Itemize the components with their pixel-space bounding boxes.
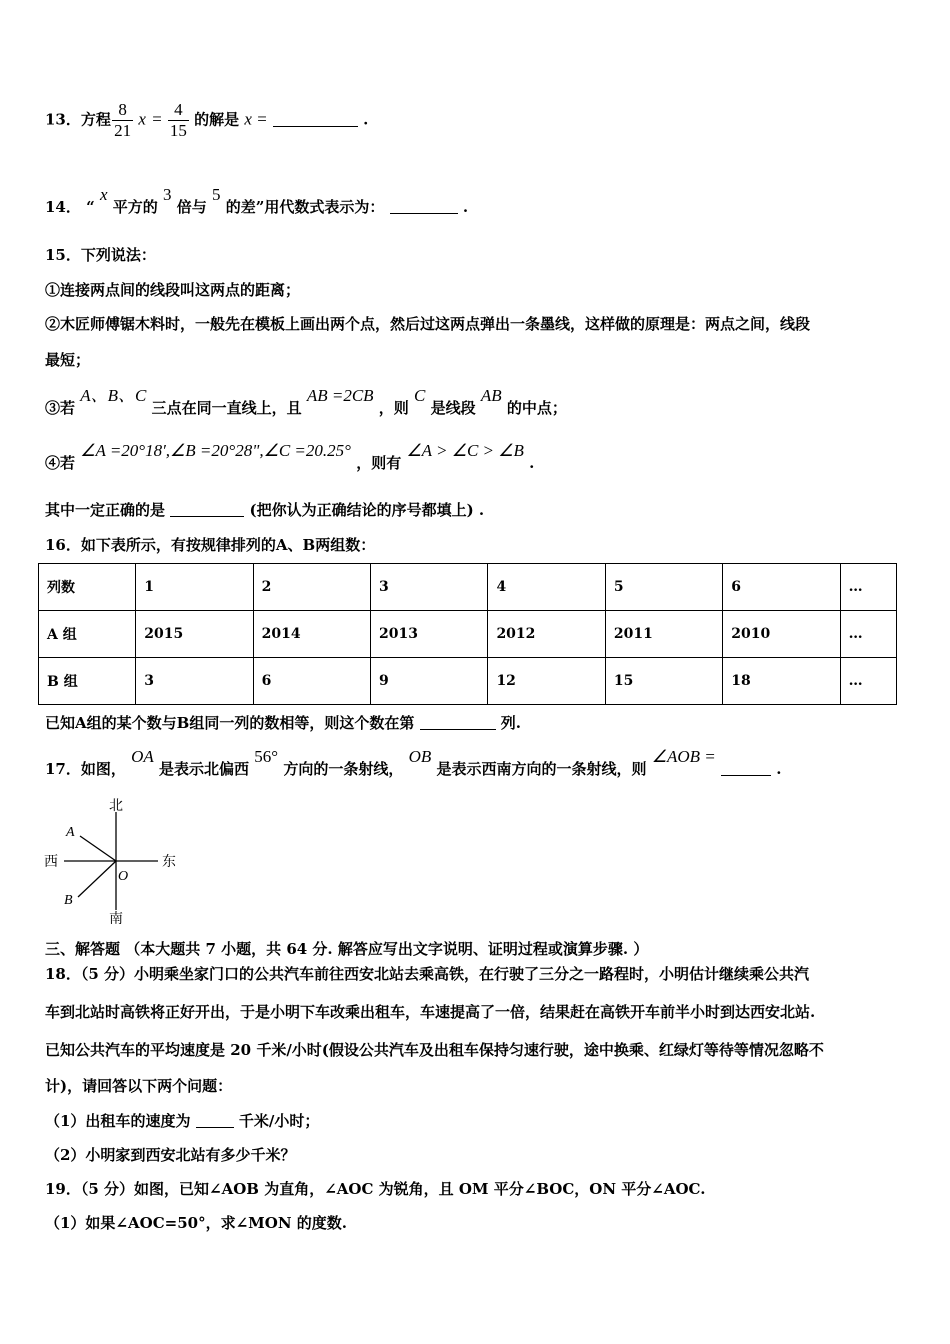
q15-item-4 xyxy=(45,441,535,473)
question-14 xyxy=(45,185,469,217)
q15-item-2b: 最短； xyxy=(45,351,91,369)
table-cell: … xyxy=(840,658,896,705)
table-cell: 9 xyxy=(371,658,488,705)
table-cell: 2011 xyxy=(605,611,722,658)
q15-item3-c: C xyxy=(414,386,426,405)
q15-item4-angles: ∠A =20°18′,∠B =20°28",∠C =20.25° xyxy=(80,441,351,460)
q17-t2: 方向的一条射线， xyxy=(283,760,404,778)
q16-answer-blank[interactable] xyxy=(420,715,496,730)
q18-sub-1 xyxy=(45,1110,319,1131)
q16-question-prefix: 已知A组的某个数与B组同一列的数相等，则这个数在第 xyxy=(45,714,415,732)
sequence-table xyxy=(38,563,897,705)
q13-answer-blank[interactable] xyxy=(273,112,358,127)
table-cell: … xyxy=(840,611,896,658)
q18-sub1-suffix: 千米/小时； xyxy=(238,1112,320,1130)
q15-item4-ineq: ∠A > ∠C > ∠B xyxy=(406,441,524,460)
table-cell: 3 xyxy=(136,658,253,705)
label-west: 西 xyxy=(44,854,58,870)
question-13 xyxy=(45,100,368,141)
q14-n3: 3 xyxy=(163,185,172,204)
q13-frac2-den: 15 xyxy=(169,121,187,140)
q17-ob: OB xyxy=(408,747,432,766)
section-3-heading: 三、解答题 （本大题共 7 小题，共 64 分. 解答应写出文字说明、证明过程或演算步骤. ） xyxy=(45,940,649,958)
table-cell: 3 xyxy=(371,564,488,611)
q13-equals: = xyxy=(151,109,163,129)
label-east: 东 xyxy=(162,854,176,870)
table-row xyxy=(39,658,897,705)
q13-frac1-num: 8 xyxy=(112,100,133,121)
q15-conclusion-suffix: (把你认为正确结论的序号都填上) . xyxy=(249,501,485,519)
q13-prefix: 13．方程 xyxy=(45,110,111,129)
q14-answer-blank[interactable] xyxy=(390,199,458,214)
table-cell: 2010 xyxy=(723,611,840,658)
q15-conclusion-prefix: 其中一定正确的是 xyxy=(45,501,166,519)
q15-item-3 xyxy=(45,386,567,418)
q13-fraction-1 xyxy=(112,100,133,141)
q18-line-2: 车到北站时高铁将正好开出，于是小明下车改乘出租车，车速提高了一倍，结果赶在高铁开车前半小时到达西安北站. xyxy=(45,1003,816,1021)
q15-item3-prefix: ③若 xyxy=(45,399,76,417)
q16-question xyxy=(45,712,521,733)
q15-item3-points: A、B、C xyxy=(80,386,147,405)
q13-frac2-num: 4 xyxy=(168,100,189,121)
q13-solution-var: x = xyxy=(244,109,268,129)
q17-t3: 是表示西南方向的一条射线，则 xyxy=(436,760,647,778)
q18-line-3: 已知公共汽车的平均速度是 20 千米/小时(假设公共汽车及出租车保持匀速行驶，途中换乘、红绿灯等待等情况忽略不 xyxy=(45,1041,824,1059)
q17-answer-blank[interactable] xyxy=(721,761,771,776)
q13-var-x: x xyxy=(138,109,146,129)
q14-t1: 平方的 xyxy=(112,198,158,216)
q15-item3-t4: 的中点； xyxy=(506,399,567,417)
q15-item3-t2: ，则 xyxy=(378,399,409,417)
table-cell: 12 xyxy=(488,658,605,705)
table-cell: 4 xyxy=(488,564,605,611)
table-cell: 15 xyxy=(605,658,722,705)
q15-item4-suffix: . xyxy=(529,454,535,472)
q17-t1: 是表示北偏西 xyxy=(159,760,250,778)
label-north: 北 xyxy=(109,798,123,814)
label-o: O xyxy=(118,869,129,884)
table-cell: 2 xyxy=(253,564,370,611)
table-cell: 2015 xyxy=(136,611,253,658)
q19-sub-1: （1）如果∠AOC=50°，求∠MON 的度数. xyxy=(45,1214,347,1232)
compass-figure xyxy=(40,798,190,924)
q17-prefix: 17．如图， xyxy=(45,760,126,778)
table-cell: 6 xyxy=(723,564,840,611)
q18-answer-blank[interactable] xyxy=(196,1113,234,1128)
table-cell: 5 xyxy=(605,564,722,611)
q13-mid: 的解是 xyxy=(194,110,240,129)
q18-sub-2: （2）小明家到西安北站有多少千米？ xyxy=(45,1146,296,1164)
q14-suffix: . xyxy=(462,198,469,216)
q17-deg: 56° xyxy=(254,747,279,766)
q17-suffix: . xyxy=(776,760,782,778)
question-16-title: 16．如下表所示，有按规律排列的A、B两组数： xyxy=(45,536,376,554)
question-17 xyxy=(45,747,782,779)
table-row xyxy=(39,611,897,658)
q15-item-2a: ②木匠师傅锯木料时，一般先在模板上画出两个点，然后过这两点弹出一条墨线，这样做的原理是：两点之间，线段 xyxy=(45,315,811,333)
table-header-row xyxy=(39,564,897,611)
q18-sub1-prefix: （1）出租车的速度为 xyxy=(45,1112,191,1130)
table-cell: A 组 xyxy=(39,611,136,658)
q18-line-4: 计)，请回答以下两个问题： xyxy=(45,1077,233,1095)
table-cell: B 组 xyxy=(39,658,136,705)
q17-angle: ∠AOB = xyxy=(651,747,716,766)
label-a: A xyxy=(66,825,75,840)
table-cell: 1 xyxy=(136,564,253,611)
q18-line-1: 18．（5 分）小明乘坐家门口的公共汽车前往西安北站去乘高铁，在行驶了三分之一路程时，小明估计继续乘公共汽 xyxy=(45,965,810,983)
q14-var: x xyxy=(99,185,108,204)
q14-n5: 5 xyxy=(211,185,221,204)
q15-item-1: ①连接两点间的线段叫这两点的距离； xyxy=(45,281,301,299)
table-cell: 2012 xyxy=(488,611,605,658)
q15-item4-prefix: ④若 xyxy=(45,454,76,472)
q17-oa: OA xyxy=(131,747,154,766)
q13-fraction-2 xyxy=(168,100,189,141)
table-cell: 2013 xyxy=(371,611,488,658)
q15-item3-ab: AB xyxy=(480,386,502,405)
question-15-title: 15．下列说法： xyxy=(45,246,156,264)
table-cell: 6 xyxy=(253,658,370,705)
q13-suffix: . xyxy=(363,110,369,129)
q15-item3-t1: 三点在同一直线上，且 xyxy=(151,399,302,417)
q15-item3-t3: 是线段 xyxy=(430,399,476,417)
table-cell: 18 xyxy=(723,658,840,705)
q19-line-1: 19．（5 分）如图，已知∠AOB 为直角，∠AOC 为锐角，且 OM 平分∠BOC，ON 平分∠AOC. xyxy=(45,1180,706,1198)
q14-t3: 的差”用代数式表示为： xyxy=(225,198,385,216)
ray-oa xyxy=(80,836,116,861)
q15-item4-t1: ，则有 xyxy=(356,454,402,472)
q15-answer-blank[interactable] xyxy=(170,502,244,517)
label-b: B xyxy=(64,893,73,908)
label-south: 南 xyxy=(109,911,123,924)
q15-item3-eq: AB =2CB xyxy=(306,386,374,405)
q15-conclusion xyxy=(45,499,484,520)
q16-question-suffix: 列. xyxy=(500,714,522,732)
table-cell: 2014 xyxy=(253,611,370,658)
table-cell: 列数 xyxy=(39,564,136,611)
table-cell: … xyxy=(840,564,896,611)
q14-prefix: 14． “ xyxy=(45,198,95,216)
q14-t2: 倍与 xyxy=(176,198,207,216)
q13-frac1-den: 21 xyxy=(114,121,132,140)
ray-ob xyxy=(78,861,116,897)
